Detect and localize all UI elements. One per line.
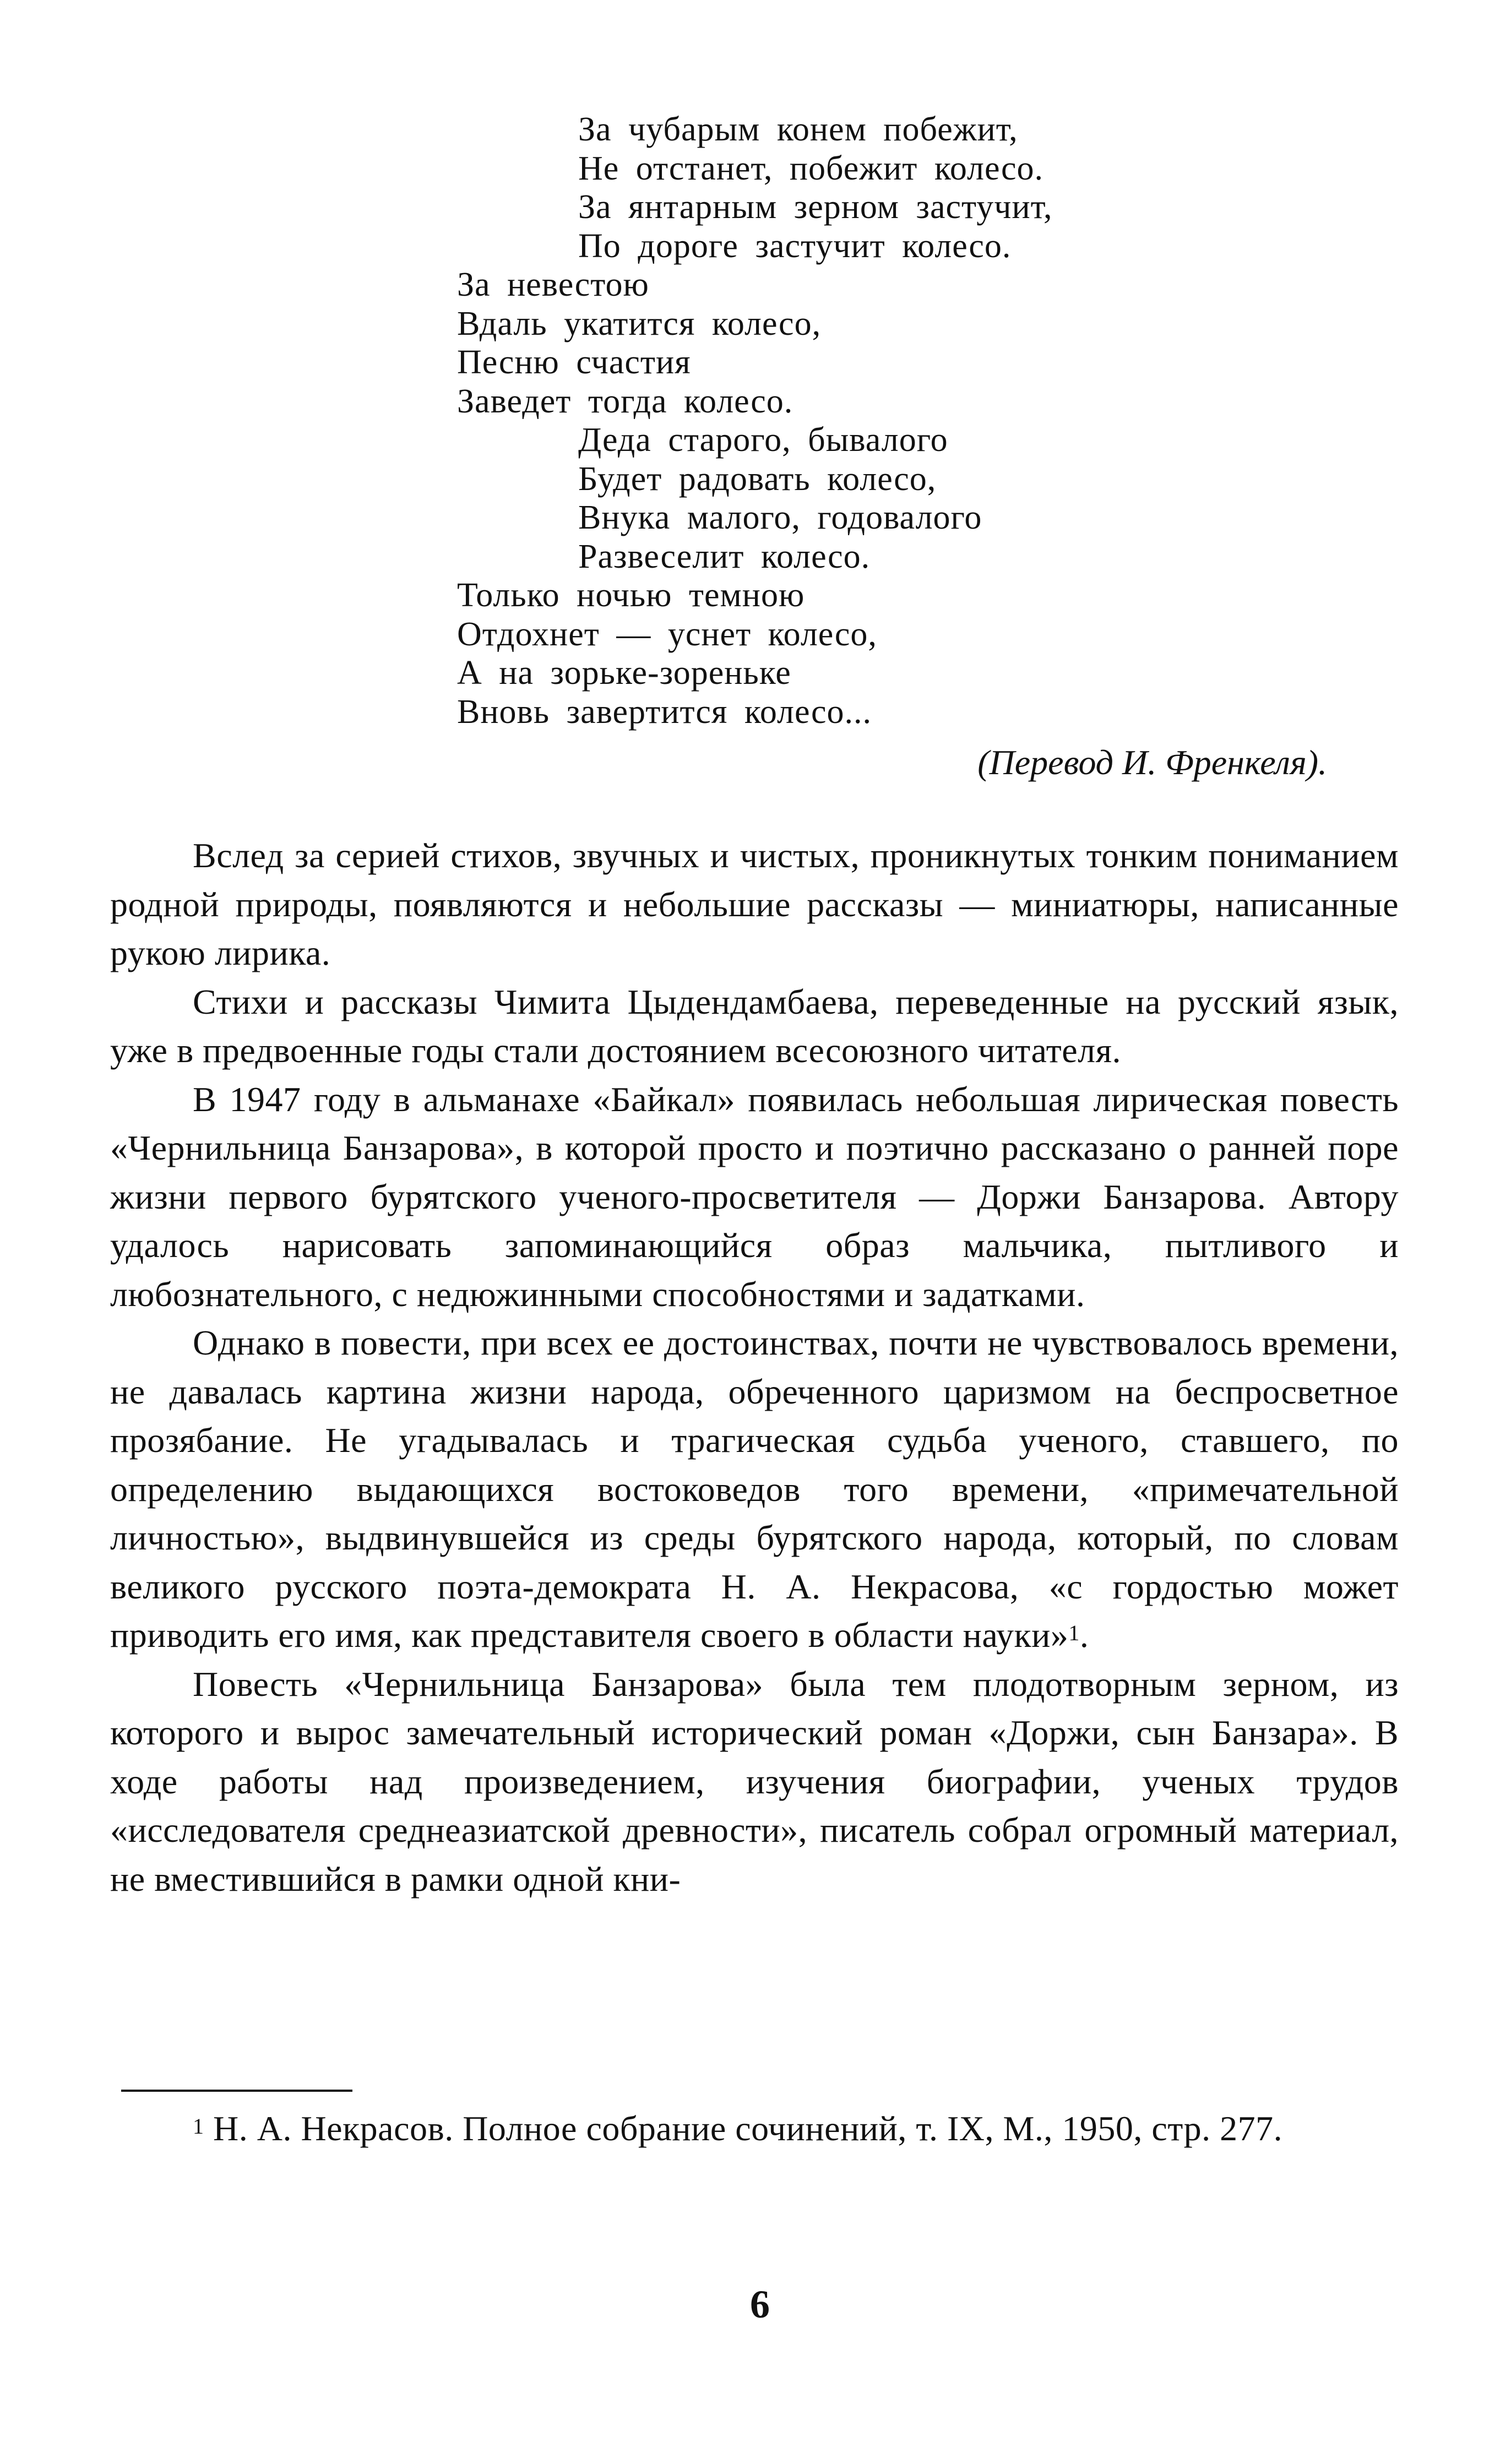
poem-line: Развеселит колесо. xyxy=(578,537,871,575)
poem-line: Будет радовать колесо, xyxy=(578,460,937,498)
paragraph xyxy=(110,1660,1399,1904)
poem-line: Песню счастия xyxy=(457,344,691,381)
footnote xyxy=(110,2103,1399,2154)
poem-line: Отдохнет — уснет колесо, xyxy=(457,615,877,653)
poem-line: Заведет тогда колесо. xyxy=(457,382,793,420)
paragraph-text: Однако в повести, при всех ее достоинствах, почти не чувствовалось времени, не давалась картина жизни народа, обреченного царизмом на беспросветное прозябание. Не угадывалась и трагическая судьба ученого, ставшего, по определению выдающихся востоковедов того времени, «примечательной личностью», выдвинувшейся из среды бурятского народа, который, по словам великого русского поэта-демократа Н. А. Некрасова, «с гордостью может приводить его имя, как представителя своего в области науки» xyxy=(110,1323,1399,1655)
footnote-divider xyxy=(121,2090,352,2092)
paragraph xyxy=(110,831,1399,978)
poem-block xyxy=(457,110,1338,731)
poem-line: За янтарным зерном застучит, xyxy=(578,188,1053,226)
poem-line: А на зорьке-зореньке xyxy=(457,654,791,692)
page-number: 6 xyxy=(750,2282,770,2326)
paragraph-text: Вслед за серией стихов, звучных и чистых, проникнутых тонким пониманием родной природы, появляются и небольшие рассказы — миниатюры, написанные рукою лирика. xyxy=(110,836,1399,972)
poem-line: За чубарым конем побежит, xyxy=(578,111,1018,148)
footnote-text: Н. А. Некрасов. Полное собрание сочинений, т. IX, М., 1950, стр. 277. xyxy=(204,2109,1283,2148)
paragraph-text: Стихи и рассказы Чимита Цыдендамбаева, переведенные на русский язык, уже в предвоенные годы стали достоянием всесоюзного читателя. xyxy=(110,982,1399,1070)
poem-line: Не отстанет, побежит колесо. xyxy=(578,149,1044,187)
poem-line: Внука малого, годовалого xyxy=(578,499,982,536)
poem-line: По дороге застучит колесо. xyxy=(578,227,1012,265)
footnote-reference[interactable]: 1 xyxy=(1068,1620,1080,1645)
poem-attribution: (Перевод И. Френкеля). xyxy=(977,743,1327,782)
poem-line: Вдаль укатится колесо, xyxy=(457,304,822,342)
poem-line: За невестою xyxy=(457,266,649,303)
paragraph-text: Повесть «Чернильница Банзарова» была тем плодотворным зерном, из которого и вырос замечательный исторический роман «Доржи, сын Банзара». В ходе работы над произведением, изучения биографии, ученых трудов «исследователя среднеазиатской древности», писатель собрал огромный материал, не вместившийся в рамки одной кни- xyxy=(110,1664,1399,1899)
poem-line: Вновь завертится колесо... xyxy=(457,693,872,731)
poem-line: Только ночью темною xyxy=(457,576,805,614)
footnote-marker: 1 xyxy=(193,2114,204,2139)
paragraph xyxy=(110,1075,1399,1319)
poem-line: Деда старого, бывалого xyxy=(578,421,948,459)
paragraph xyxy=(110,978,1399,1075)
paragraph: Однако в повести, при всех ее достоинствах, почти не чувствовалось времени, не давалась картина жизни народа, обреченного царизмом на беспросветное прозябание. Не угадывалась и трагическая судьба ученого, ставшего, по определению выдающихся востоковедов того времени, «примечательной личностью», выдвинувшейся из среды бурятского народа, который, по словам великого русского поэта-демократа Н. А. Некрасова, «с гордостью может приводить его имя, как представителя своего в области науки»$^1$. xyxy=(110,1323,1399,1655)
body-text xyxy=(110,831,1399,1903)
paragraph-text: В 1947 году в альманахе «Байкал» появилась небольшая лирическая повесть «Чернильница Банзарова», в которой просто и поэтично рассказано о ранней поре жизни первого бурятского ученого-просветителя — Доржи Банзарова. Автору удалось нарисовать запоминающийся образ мальчика, пытливого и любознательного, с недюжинными способностями и задатками. xyxy=(110,1079,1399,1314)
